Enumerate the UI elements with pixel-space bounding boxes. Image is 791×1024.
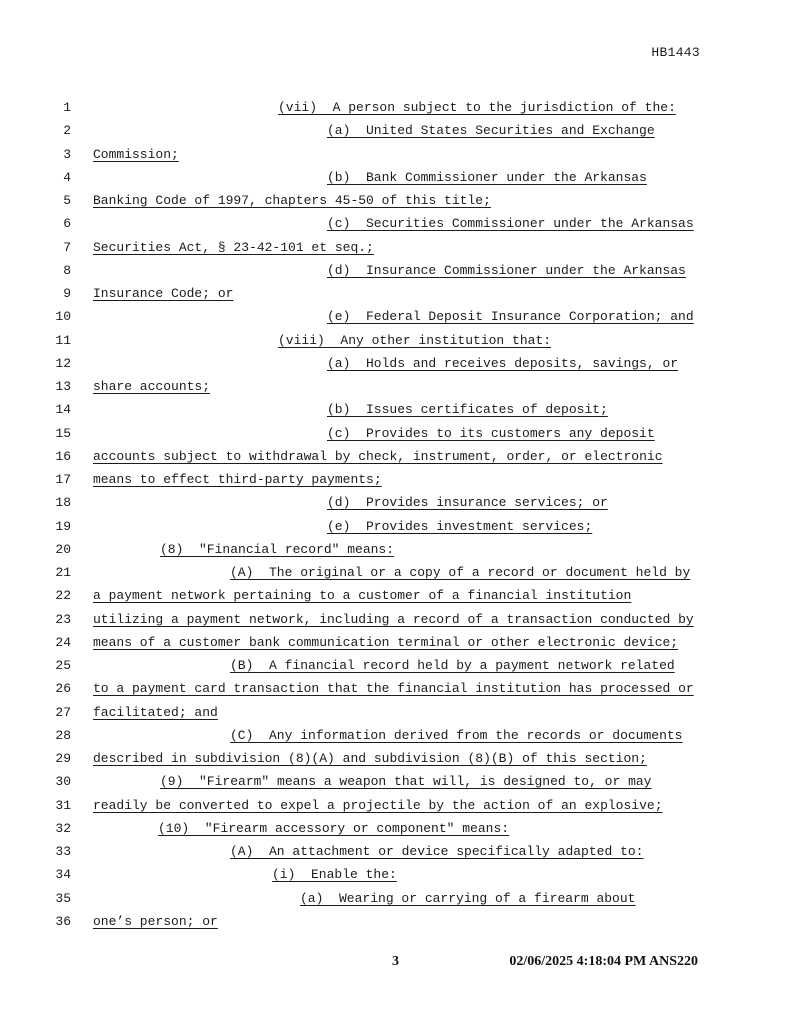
document-line [0,561,791,584]
line-number: 21 [55,565,71,580]
line-text: to a payment card transaction that the financial institution has processed or [93,681,694,697]
line-text: described in subdivision (8)(A) and subdivision (8)(B) of this section; [93,751,647,766]
document-line [0,701,791,724]
document-line [0,515,791,538]
document-line [0,119,791,142]
document-line [0,491,791,514]
line-text: (e) Federal Deposit Insurance Corporation; and [327,309,694,325]
timestamp-stamp: 02/06/2025 4:18:04 PM ANS220 [509,954,698,969]
line-number: 7 [63,239,71,255]
line-text: means to effect third-party payments; [93,472,382,487]
line-number: 36 [55,913,71,929]
line-text: (i) Enable the: [272,867,397,883]
line-text: (a) United States Securities and Exchange [327,123,655,139]
document-line [0,143,791,166]
line-text: Insurance Code; or [93,286,234,301]
document-line [0,305,791,328]
page-number: 3 [392,954,399,969]
line-text: (d) Insurance Commissioner under the Arkansas [327,262,686,278]
document-line [0,863,791,886]
line-text: (9) "Firearm" means a weapon that will, is designed to, or may [160,774,652,790]
document-line [0,166,791,189]
line-text: share accounts; [93,379,211,394]
line-number: 18 [55,495,71,511]
line-number: 33 [55,844,71,859]
line-number: 6 [63,216,71,232]
document-line [0,584,791,607]
line-text: (viii) Any other institution that: [278,332,552,348]
line-number: 30 [55,774,71,790]
line-text: (d) Provides insurance services; or [327,495,608,511]
bill-number: HB1443 [651,45,700,60]
document-line [0,887,791,910]
line-number: 4 [63,169,71,185]
line-number: 34 [55,867,71,883]
line-number: 24 [55,634,71,650]
line-number: 17 [55,472,71,487]
line-number: 5 [63,193,71,208]
document-line [0,677,791,700]
line-number: 9 [63,286,71,301]
line-number: 3 [63,146,71,162]
line-text: (8) "Financial record" means: [160,541,395,557]
line-number: 10 [55,309,71,325]
line-number: 31 [55,797,71,813]
document-line [0,910,791,933]
document-line [0,538,791,561]
line-number: 8 [63,262,71,278]
line-text: (c) Securities Commissioner under the Arkansas [327,216,694,232]
line-number: 27 [55,704,71,720]
line-number: 35 [55,890,71,906]
line-number: 2 [63,123,71,139]
line-text: one’s person; or [93,913,218,929]
document-line [0,329,791,352]
line-number: 19 [55,518,71,534]
document-line [0,398,791,421]
line-number: 14 [55,402,71,418]
line-text: (b) Bank Commissioner under the Arkansas [327,169,647,185]
line-text: means of a customer bank communication terminal or other electronic device; [93,634,679,650]
document-line [0,189,791,212]
line-text: utilizing a payment network, including a record of a transaction conducted by [93,611,694,627]
line-text: (c) Provides to its customers any deposit [327,425,655,441]
line-text: (e) Provides investment services; [327,518,593,534]
line-number: 25 [55,658,71,673]
line-text: Commission; [93,146,179,162]
line-number: 32 [55,820,71,836]
document-line [0,840,791,863]
document-line [0,468,791,491]
document-line [0,654,791,677]
document-line [0,631,791,654]
line-number: 20 [55,541,71,557]
line-number: 11 [55,332,71,348]
line-text: (a) Holds and receives deposits, savings, or [327,355,679,371]
document-line [0,236,791,259]
line-text: Banking Code of 1997, chapters 45-50 of this title; [93,193,491,208]
line-number: 26 [55,681,71,697]
document-line [0,375,791,398]
document-line [0,794,791,817]
document-line [0,445,791,468]
document-line [0,608,791,631]
document-line [0,817,791,840]
document-line [0,422,791,445]
document-line [0,770,791,793]
line-text: accounts subject to withdrawal by check, instrument, order, or electronic [93,448,663,464]
line-text: (A) The original or a copy of a record or document held by [230,565,691,580]
document-line [0,259,791,282]
line-text: (B) A financial record held by a payment network related [230,658,675,673]
document-line [0,352,791,375]
document-line [0,747,791,770]
line-number: 23 [55,611,71,627]
document-line [0,212,791,235]
line-number: 13 [55,379,71,394]
document-line [0,724,791,747]
line-text: (b) Issues certificates of deposit; [327,402,608,418]
line-text: (a) Wearing or carrying of a firearm about [300,890,636,906]
line-text: (10) "Firearm accessory or component" means: [158,820,510,836]
line-text: readily be converted to expel a projectile by the action of an explosive; [93,797,663,813]
document-line [0,96,791,119]
bill-text-body [0,96,791,933]
line-number: 1 [63,100,71,115]
line-number: 29 [55,751,71,766]
line-number: 12 [55,355,71,371]
line-number: 15 [55,425,71,441]
line-number: 22 [55,588,71,604]
line-number: 16 [55,448,71,464]
line-text: Securities Act, § 23-42-101 et seq.; [93,239,374,255]
line-text: a payment network pertaining to a customer of a financial institution [93,588,632,604]
line-number: 28 [55,727,71,743]
line-text: (A) An attachment or device specifically adapted to: [230,844,644,859]
document-line [0,282,791,305]
line-text: facilitated; and [93,704,218,720]
line-text: (C) Any information derived from the records or documents [230,727,683,743]
line-text: (vii) A person subject to the jurisdiction of the: [278,100,676,115]
